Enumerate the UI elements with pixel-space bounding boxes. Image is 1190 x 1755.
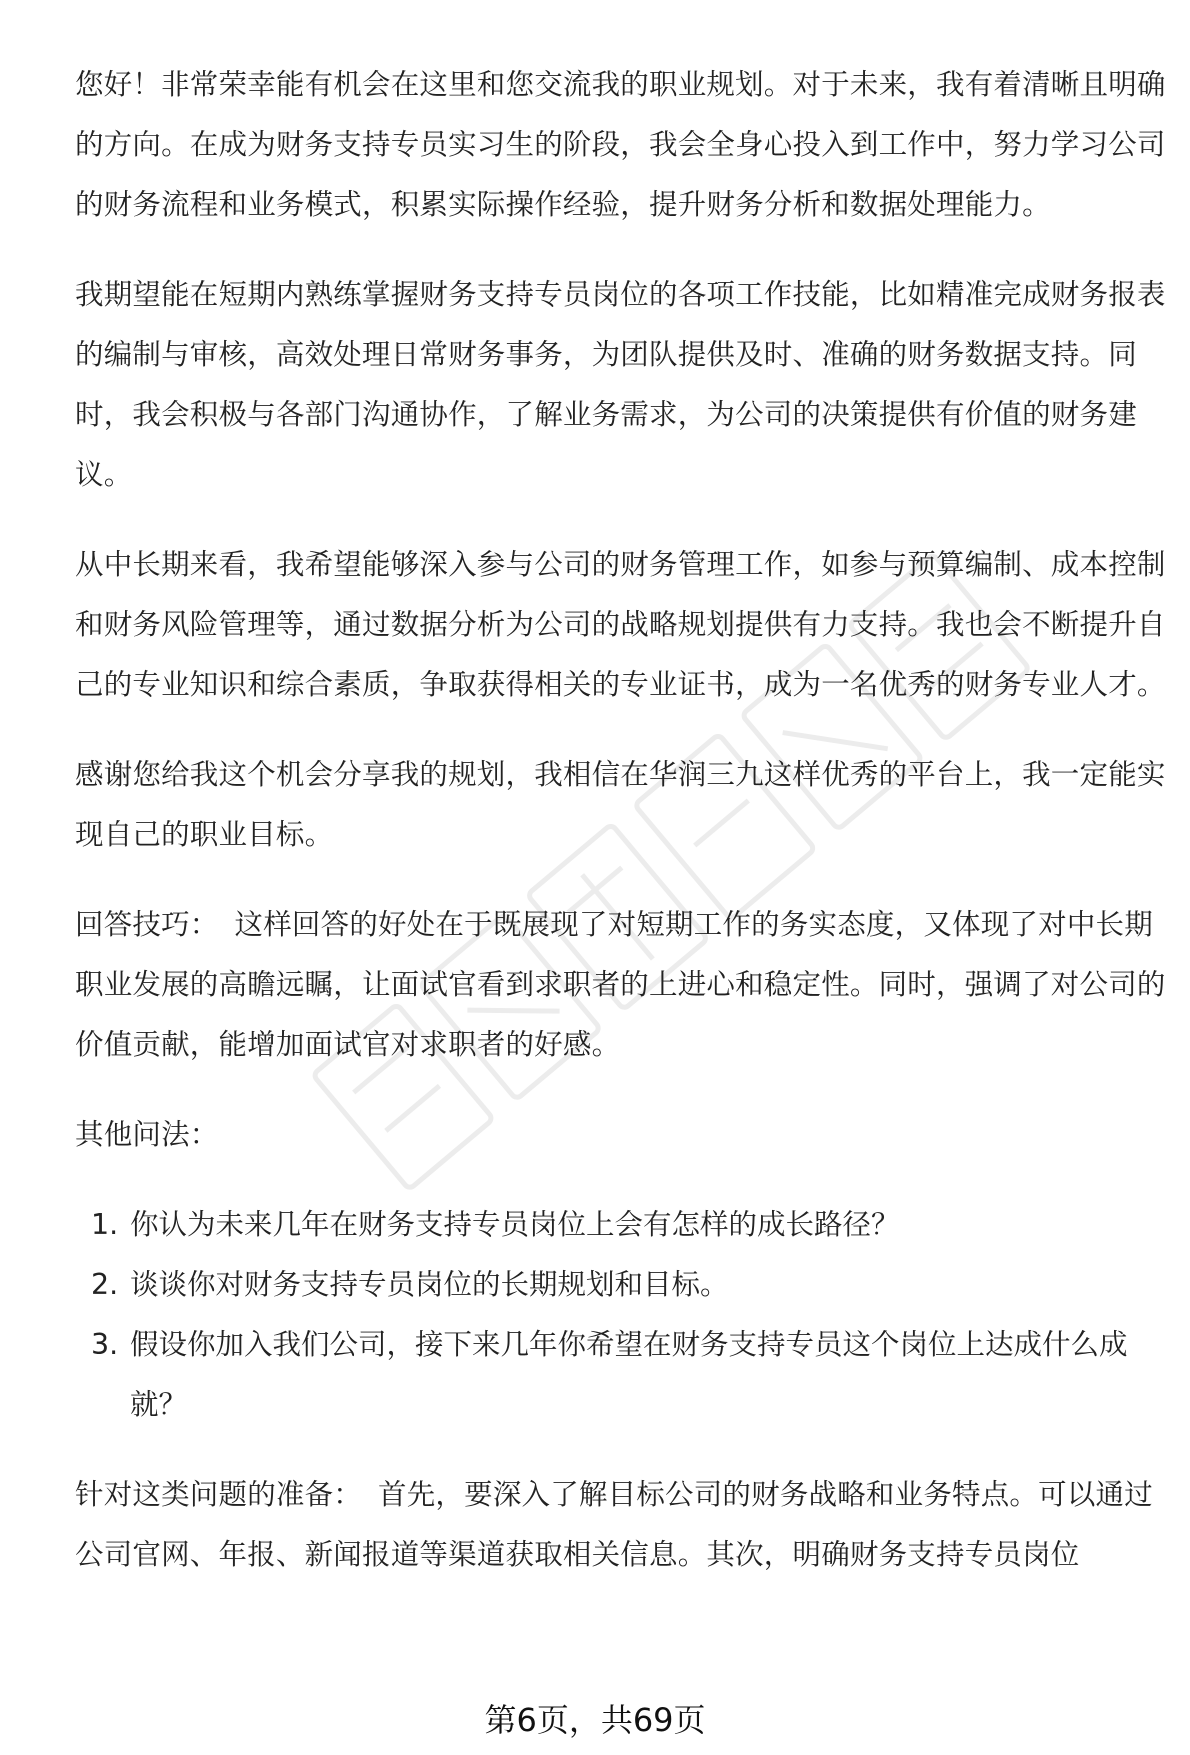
other-questions-heading: 其他问法： [75, 1118, 219, 1151]
answer-tip [75, 895, 1175, 1075]
list-item [75, 1315, 1175, 1435]
answer-tip-label: 回答技巧： [75, 908, 219, 941]
answer-tip-text: 这样回答的好处在于既展现了对短期工作的务实态度，又体现了对中长期职业发展的高瞻远瞩，让面试官看到求职者的上进心和稳定性。同时，强调了对公司的价值贡献，能增加面试官对求职者的好感。 [75, 908, 1166, 1061]
paragraph-long-term: 从中长期来看，我希望能够深入参与公司的财务管理工作，如参与预算编制、成本控制和财务风险管理等，通过数据分析为公司的战略规划提供有力支持。我也会不断提升自己的专业知识和综合素质，争取获得相关的专业证书，成为一名优秀的财务专业人才。 [75, 548, 1166, 701]
document-body [75, 55, 1175, 1615]
list-item-number: 2. [91, 1268, 119, 1301]
list-item-text: 你认为未来几年在财务支持专员岗位上会有怎样的成长路径？ [130, 1208, 900, 1241]
page-footer: 第6页，共69页 [484, 1701, 706, 1739]
list-item-number: 3. [91, 1328, 119, 1361]
paragraph-thanks: 感谢您给我这个机会分享我的规划，我相信在华润三九这样优秀的平台上，我一定能实现自己的职业目标。 [75, 758, 1166, 851]
list-item-text: 谈谈你对财务支持专员岗位的长期规划和目标。 [130, 1268, 729, 1301]
preparation-paragraph [75, 1465, 1175, 1585]
preparation-label: 针对这类问题的准备： [75, 1478, 363, 1511]
list-item-text: 假设你加入我们公司，接下来几年你希望在财务支持专员这个岗位上达成什么成就？ [130, 1328, 1128, 1421]
list-item [75, 1195, 1175, 1255]
list-item [75, 1255, 1175, 1315]
preparation-text: 首先，要深入了解目标公司的财务战略和业务特点。可以通过公司官网、年报、新闻报道等渠道获取相关信息。其次，明确财务支持专员岗位 [75, 1478, 1153, 1571]
paragraph-intro: 您好！非常荣幸能有机会在这里和您交流我的职业规划。对于未来，我有着清晰且明确的方向。在成为财务支持专员实习生的阶段，我会全身心投入到工作中，努力学习公司的财务流程和业务模式，积累实际操作经验，提升财务分析和数据处理能力。 [75, 68, 1166, 221]
other-questions-list [75, 1195, 1175, 1435]
list-item-number: 1. [91, 1208, 119, 1241]
paragraph-short-term: 我期望能在短期内熟练掌握财务支持专员岗位的各项工作技能，比如精准完成财务报表的编制与审核，高效处理日常财务事务，为团队提供及时、准确的财务数据支持。同时，我会积极与各部门沟通协作，了解业务需求，为公司的决策提供有价值的财务建议。 [75, 278, 1166, 491]
